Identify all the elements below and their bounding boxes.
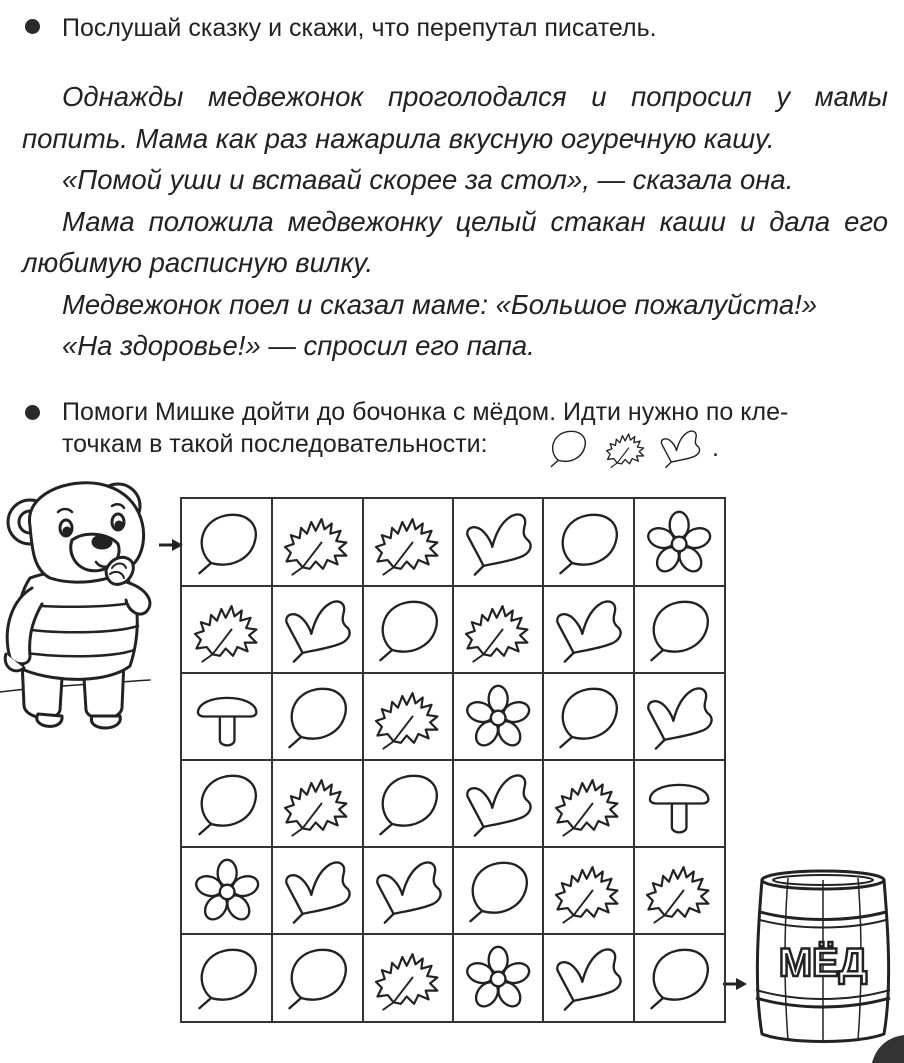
story-paragraph: Медвежонок поел и сказал маме: «Большое пожалуйста!»: [62, 288, 818, 320]
bullet-icon: [25, 405, 40, 420]
barrel-label: МЁД: [778, 941, 868, 985]
maze-cell[interactable]: [453, 586, 543, 673]
maze-cell[interactable]: [272, 934, 362, 1021]
maple-leaf-icon: [182, 586, 272, 673]
maze-cell[interactable]: [543, 760, 633, 847]
maze-cell[interactable]: [363, 586, 453, 673]
maple-leaf-icon: [363, 934, 453, 1021]
flower-icon: [634, 499, 724, 586]
birch-leaf-icon: [634, 586, 724, 673]
maze-cell[interactable]: [182, 847, 272, 934]
maze-cell[interactable]: [543, 586, 633, 673]
maze-cell[interactable]: [634, 760, 724, 847]
oak-leaf-icon: [543, 934, 633, 1021]
maze-cell[interactable]: [363, 673, 453, 760]
mushroom-icon: [634, 760, 724, 847]
sequence-legend: [546, 424, 736, 477]
sequence-period: .: [712, 434, 719, 462]
maze-cell[interactable]: [634, 847, 724, 934]
maze-cell[interactable]: [634, 499, 724, 586]
maze-cell[interactable]: [543, 934, 633, 1021]
maze-cell[interactable]: [182, 760, 272, 847]
story-paragraph: «Помой уши и вставай скорее за стол», — сказала она.: [62, 164, 794, 195]
maple-leaf-icon: [543, 760, 633, 847]
story-paragraph: Однажды медвежонок проголодался и попросил у мамы попить. Мама как раз нажарила вкусную огуречную кашу.: [22, 81, 888, 154]
maze-cell[interactable]: [272, 673, 362, 760]
maze-cell[interactable]: [272, 760, 362, 847]
birch-leaf-icon: [363, 760, 453, 847]
maze-cell[interactable]: [272, 586, 362, 673]
maze-cell[interactable]: [634, 934, 724, 1021]
maze-cell[interactable]: [363, 499, 453, 586]
grid-line: [182, 759, 724, 761]
maze-grid: [180, 497, 726, 1023]
task1-instruction: Послушай сказку и скажи, что перепутал писатель.: [62, 14, 657, 42]
birch-leaf-icon: [634, 934, 724, 1021]
story: [22, 76, 888, 367]
maze-cell[interactable]: [634, 586, 724, 673]
maple-leaf-icon: [272, 760, 362, 847]
bear-illustration: [0, 470, 178, 740]
mushroom-icon: [182, 673, 272, 760]
honey-barrel-illustration: [748, 868, 898, 1046]
maple-leaf-icon: [453, 586, 543, 673]
task2-instruction-line1: Помоги Мишке дойти до бочонка с мёдом. Идти нужно по кле-: [62, 398, 789, 426]
maple-leaf-icon: [543, 847, 633, 934]
maze-cell[interactable]: [182, 673, 272, 760]
sequence-birch-leaf-icon: [551, 431, 585, 466]
maze-cell[interactable]: [543, 673, 633, 760]
oak-leaf-icon: [363, 847, 453, 934]
maze-cell[interactable]: [272, 499, 362, 586]
flower-icon: [453, 934, 543, 1021]
maze-cell[interactable]: [363, 847, 453, 934]
story-paragraph: Мама положила медвежонку целый стакан каши и дала его любимую расписную вилку.: [22, 205, 888, 278]
maple-leaf-icon: [363, 499, 453, 586]
grid-line: [542, 499, 544, 1021]
maze-cell[interactable]: [182, 586, 272, 673]
sequence-maple-leaf-icon: [607, 434, 644, 467]
maze-cell[interactable]: [272, 847, 362, 934]
story-paragraph: «На здоровье!» — спросил его папа.: [62, 330, 535, 361]
maze-cell[interactable]: [634, 673, 724, 760]
oak-leaf-icon: [453, 760, 543, 847]
maple-leaf-icon: [634, 847, 724, 934]
page-corner-decoration: [870, 1029, 904, 1063]
birch-leaf-icon: [272, 673, 362, 760]
flower-icon: [453, 673, 543, 760]
sequence-icons: [546, 424, 736, 472]
birch-leaf-icon: [543, 499, 633, 586]
maze-cell[interactable]: [363, 934, 453, 1021]
maple-leaf-icon: [272, 499, 362, 586]
maze-cell[interactable]: [363, 760, 453, 847]
oak-leaf-icon: [634, 673, 724, 760]
task2-instruction-line2: точкам в такой последовательности:: [62, 430, 488, 458]
birch-leaf-icon: [182, 934, 272, 1021]
grid-line: [182, 933, 724, 935]
birch-leaf-icon: [182, 499, 272, 586]
oak-leaf-icon: [543, 586, 633, 673]
flower-icon: [182, 847, 272, 934]
maze-cell[interactable]: [453, 499, 543, 586]
oak-leaf-icon: [272, 586, 362, 673]
maple-leaf-icon: [363, 673, 453, 760]
birch-leaf-icon: [182, 760, 272, 847]
birch-leaf-icon: [453, 847, 543, 934]
birch-leaf-icon: [363, 586, 453, 673]
grid-line: [633, 499, 635, 1021]
oak-leaf-icon: [272, 847, 362, 934]
birch-leaf-icon: [272, 934, 362, 1021]
bullet-icon: [25, 19, 40, 34]
maze-cell[interactable]: [453, 760, 543, 847]
sequence-oak-leaf-icon: [661, 431, 699, 467]
maze-cell[interactable]: [453, 934, 543, 1021]
grid-line: [182, 846, 724, 848]
oak-leaf-icon: [453, 499, 543, 586]
maze-cell[interactable]: [182, 934, 272, 1021]
maze-cell[interactable]: [543, 847, 633, 934]
birch-leaf-icon: [543, 673, 633, 760]
maze-cell[interactable]: [453, 847, 543, 934]
maze-cell[interactable]: [453, 673, 543, 760]
maze-cell[interactable]: [543, 499, 633, 586]
maze-cell[interactable]: [182, 499, 272, 586]
